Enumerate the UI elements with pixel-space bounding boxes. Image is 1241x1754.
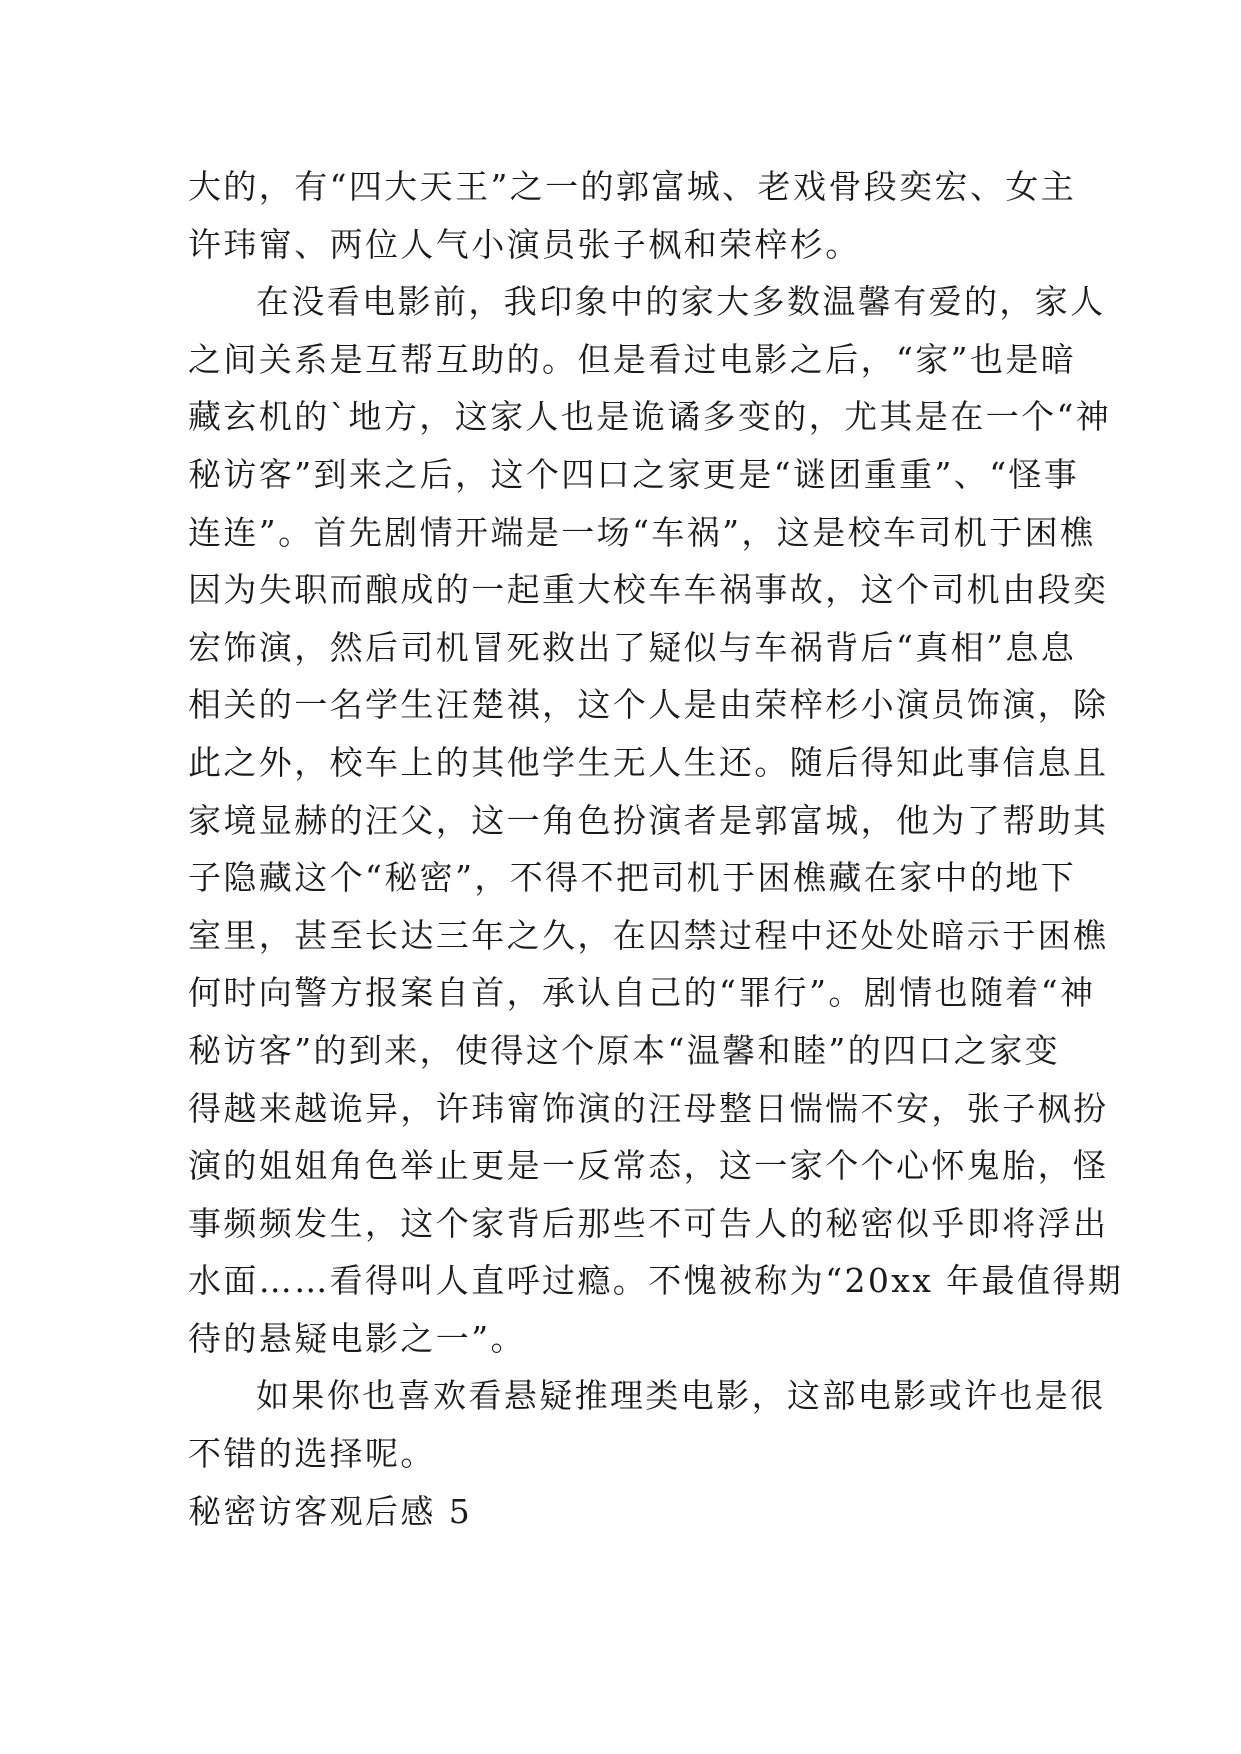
paragraph-closing xyxy=(188,1367,1106,1482)
text-line: 在没看电影前，我印象中的家大多数温馨有爱的，家人 xyxy=(256,282,1106,322)
text-line: 室里，甚至长达三年之久，在囚禁过程中还处处暗示于困樵 xyxy=(188,915,1109,955)
text-line: 待的悬疑电影之一”。 xyxy=(188,1318,526,1358)
text-line: 秘访客”到来之后，这个四口之家更是“谜团重重”、“怪事 xyxy=(188,454,1080,494)
text-line: 水面……看得叫人直呼过瘾。不愧被称为“20xx 年最值得期 xyxy=(188,1261,1124,1301)
text-line: 子隐藏这个“秘密”，不得不把司机于困樵藏在家中的地下 xyxy=(188,858,1077,898)
text-line: 之间关系是互帮互助的。但是看过电影之后，“家”也是暗 xyxy=(188,339,1077,379)
text-line: 事频频发生，这个家背后那些不可告人的秘密似乎即将浮出 xyxy=(188,1203,1109,1243)
text-line: 得越来越诡异，许玮甯饰演的汪母整日惴惴不安，张子枫扮 xyxy=(188,1088,1109,1128)
document-body xyxy=(188,158,1124,1540)
text-line: 藏玄机的`地方，这家人也是诡谲多变的，尤其是在一个“神 xyxy=(188,397,1112,437)
text-line: 宏饰演，然后司机冒死救出了疑似与车祸背后“真相”息息 xyxy=(188,627,1077,667)
text-line: 家境显赫的汪父，这一角色扮演者是郭富城，他为了帮助其 xyxy=(188,800,1109,840)
text-line: 大的，有“四大天王”之一的郭富城、老戏骨段奕宏、女主 xyxy=(188,167,1077,206)
section-heading: 秘密访客观后感 5 xyxy=(188,1491,473,1531)
text-line: 因为失职而酿成的一起重大校车车祸事故，这个司机由段奕 xyxy=(188,570,1109,610)
paragraph-body xyxy=(188,273,1124,1367)
text-line: 秘访客”的到来，使得这个原本“温馨和睦”的四口之家变 xyxy=(188,1030,1061,1070)
text-line: 演的姐姐角色举止更是一反常态，这一家个个心怀鬼胎，怪 xyxy=(188,1146,1109,1186)
text-line: 如果你也喜欢看悬疑推理类电影，这部电影或许也是很 xyxy=(256,1376,1106,1416)
text-line: 相关的一名学生汪楚祺，这个人是由荣梓杉小演员饰演，除 xyxy=(188,685,1109,725)
text-line: 此之外，校车上的其他学生无人生还。随后得知此事信息且 xyxy=(188,742,1109,782)
text-line: 许玮甯、两位人气小演员张子枫和荣梓杉。 xyxy=(188,224,861,264)
paragraph-intro xyxy=(188,158,1077,273)
text-line: 何时向警方报案自首，承认自己的“罪行”。剧情也随着“神 xyxy=(188,973,1096,1013)
text-line: 连连”。首先剧情开端是一场“车祸”，这是校车司机于困樵 xyxy=(188,512,1096,552)
text-line: 不错的选择呢。 xyxy=(188,1434,436,1474)
